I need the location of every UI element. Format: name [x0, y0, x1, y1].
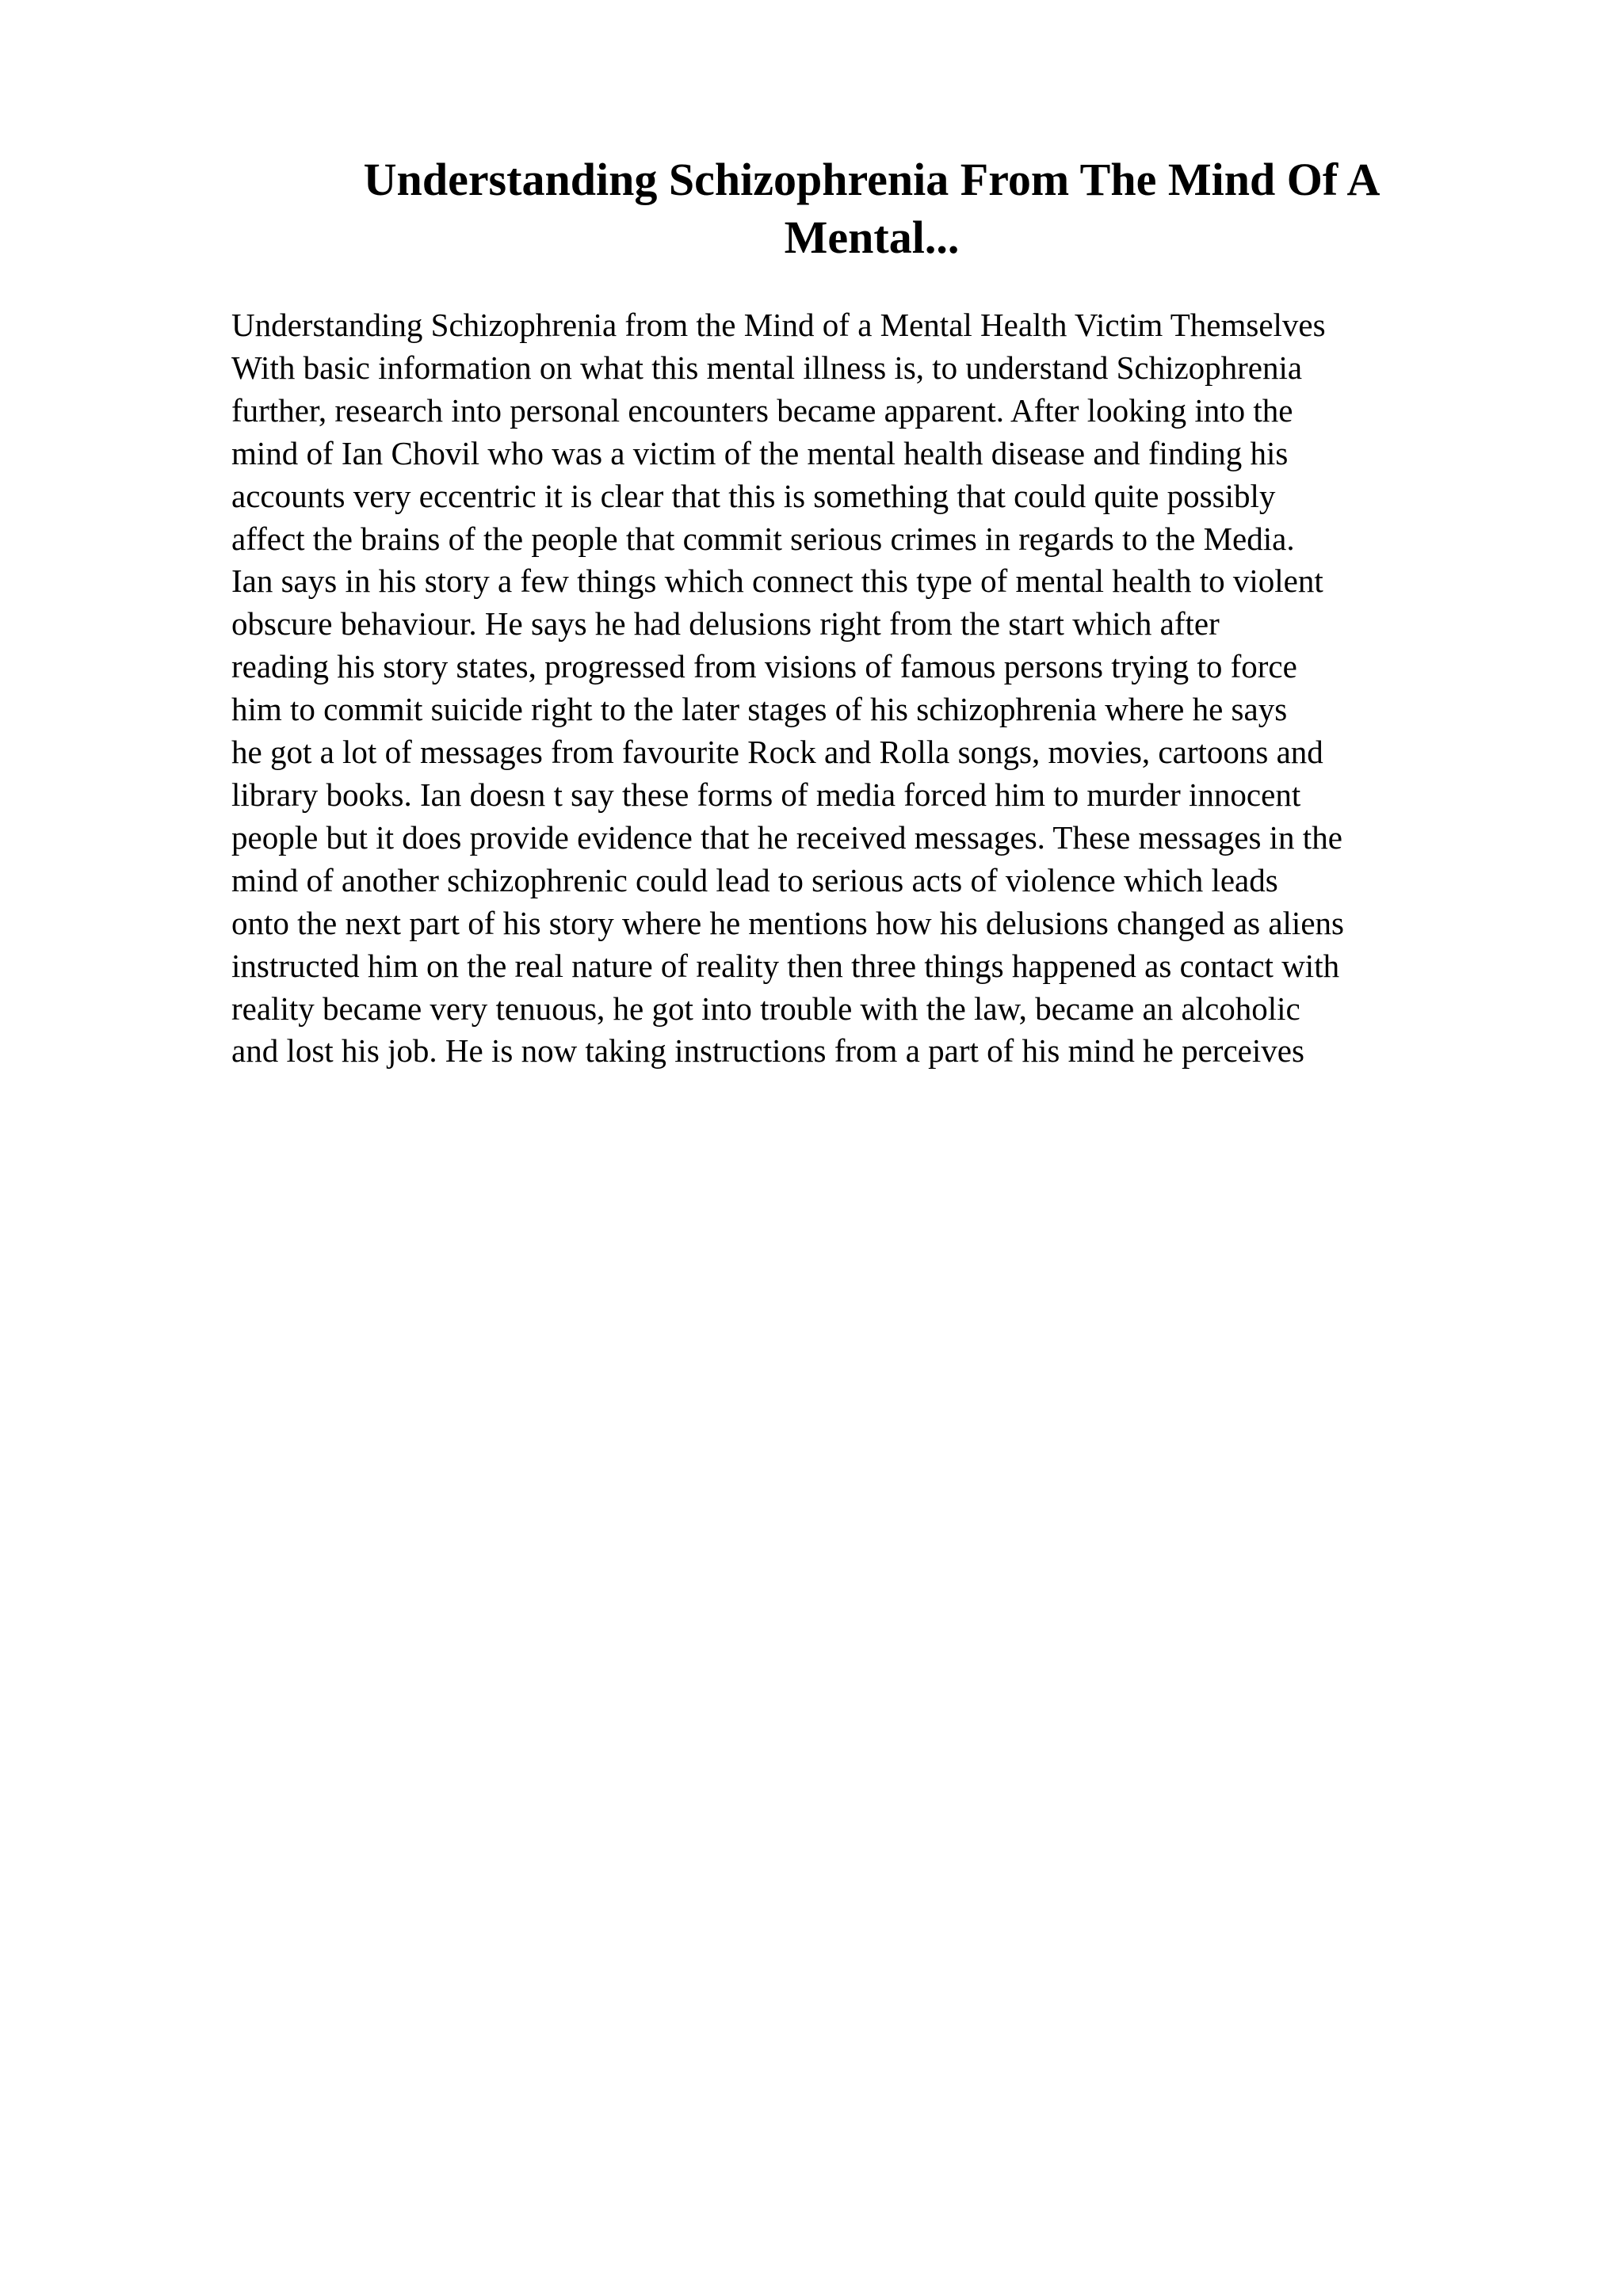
body-line: mind of another schizophrenic could lead to serious acts of violence which leads: [231, 861, 1278, 898]
body-line: further, research into personal encounters became apparent. After looking into the: [231, 391, 1293, 429]
body-line: Understanding Schizophrenia from the Mind of a Mental Health Victim Themselves: [231, 307, 1326, 343]
title-line: Mental...: [784, 212, 960, 263]
body-line: reality became very tenuous, he got into trouble with the law, became an alcoholic: [231, 990, 1300, 1027]
body-line: affect the brains of the people that commit serious crimes in regards to the Media.: [231, 520, 1295, 557]
body-line: mind of Ian Chovil who was a victim of the mental health disease and finding his: [231, 434, 1289, 471]
body-line: library books. Ian doesn t say these forms of media forced him to murder innocent: [231, 776, 1301, 813]
body-line: Ian says in his story a few things which connect this type of mental health to violent: [231, 563, 1323, 600]
title-line: Understanding Schizophrenia From The Mind Of A: [363, 154, 1381, 205]
body-line: him to commit suicide right to the later stages of his schizophrenia where he says: [231, 691, 1288, 728]
body-line: he got a lot of messages from favourite Rock and Rolla songs, movies, cartoons and: [231, 734, 1323, 771]
body-line: reading his story states, progressed from visions of famous persons trying to force: [231, 648, 1297, 685]
body-line: onto the next part of his story where he mentions how his delusions changed as aliens: [231, 904, 1344, 941]
body-line: obscure behaviour. He says he had delusions right from the start which after: [231, 605, 1220, 643]
document-title: [301, 151, 1442, 266]
body-line: accounts very eccentric it is clear that this is something that could quite possibly: [231, 477, 1276, 514]
body-line: and lost his job. He is now taking instructions from a part of his mind he perceives: [231, 1032, 1304, 1070]
body-line: With basic information on what this mental illness is, to understand Schizophrenia: [231, 349, 1303, 386]
body-line: instructed him on the real nature of reality then three things happened as contact with: [231, 947, 1340, 984]
document-body: [231, 304, 1515, 1073]
body-line: people but it does provide evidence that he received messages. These messages in the: [231, 818, 1342, 856]
